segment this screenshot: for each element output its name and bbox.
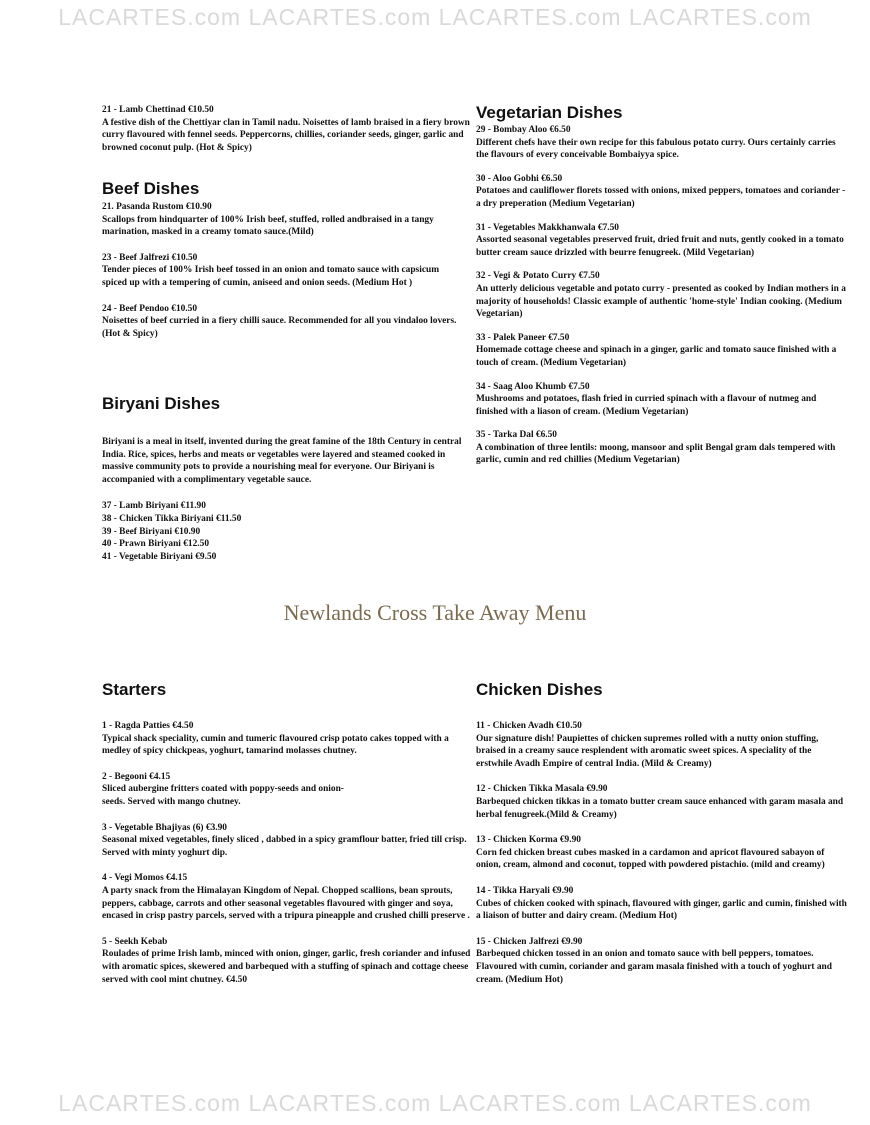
- item-title: 32 - Vegi & Potato Curry €7.50: [476, 271, 600, 282]
- menu-item: [102, 771, 474, 809]
- menu-item: [476, 381, 848, 419]
- menu-item: [476, 936, 848, 986]
- list-item: 39 - Beef Biriyani €10.90: [102, 526, 201, 537]
- item-title: 15 - Chicken Jalfrezi €9.90: [476, 936, 583, 947]
- menu-item: [476, 783, 848, 821]
- item-description: Typical shack speciality, cumin and tumeric flavoured crisp potato cakes topped with a medley of spicy chickpeas, yoghurt, tamarind molasses chutney.: [102, 733, 449, 757]
- item-title: 34 - Saag Aloo Khumb €7.50: [476, 381, 590, 392]
- biryani-description: Biriyani is a meal in itself, invented during the great famine of the 18th Century in central India. Rice, spices, herbs and meats or vegetables were layered and steamed cooked in massive community pots to provide a nourishing meal for everyone. Our Biriyani is accompanied with a complimentary vegetable sauce.: [102, 437, 462, 485]
- item-description: Tender pieces of 100% Irish beef tossed in an onion and tomato sauce with capsicum spiced up with a tempering of cumin, aniseed and onion seeds. (Medium Hot ): [102, 265, 439, 288]
- vegetarian-section: [476, 103, 848, 467]
- item-description: A combination of three lentils: moong, mansoor and split Bengal gram dals tempered with garlic, cumin and red chillies (Medium Vegetarian): [476, 442, 836, 466]
- item-description: Homemade cottage cheese and spinach in a ginger, garlic and tomato sauce finished with a touch of cream. (Medium Vegetarian): [476, 345, 837, 368]
- menu-item: [476, 885, 848, 923]
- menu-item: [476, 124, 848, 162]
- item-title: 33 - Palek Paneer €7.50: [476, 332, 570, 343]
- item-title: 30 - Aloo Gobhi €6.50: [476, 173, 563, 184]
- item-description: Different chefs have their own recipe for this fabulous potato curry. Ours certainly carries the flavours of every conceivable Bombaiyya spice.: [476, 137, 836, 161]
- list-item: 38 - Chicken Tikka Biriyani €11.50: [102, 513, 242, 524]
- item-title: 1 - Ragda Patties €4.50: [102, 721, 194, 731]
- item-title: 11 - Chicken Avadh €10.50: [476, 721, 582, 731]
- item-description: Seasonal mixed vegetables, finely sliced , dabbed in a spicy gramflour batter, fried till crisp. Served with minty yoghurt dip.: [102, 835, 467, 858]
- biryani-section: [102, 394, 472, 563]
- list-item: 40 - Prawn Biriyani €12.50: [102, 539, 210, 550]
- menu-item: [102, 303, 464, 341]
- menu-item: [102, 201, 464, 239]
- menu-item: [476, 834, 848, 872]
- item-description: Noisettes of beef curried in a fiery chilli sauce. Recommended for all you vindaloo lovers. (Hot & Spicy): [102, 316, 457, 339]
- list-item: 37 - Lamb Biriyani €11.90: [102, 501, 206, 512]
- item-title: 21 - Lamb Chettinad €10.50: [102, 105, 214, 115]
- beef-heading: Beef Dishes: [102, 179, 200, 198]
- item-title: 29 - Bombay Aloo €6.50: [476, 125, 571, 135]
- item-description: Sliced aubergine fritters coated with poppy-seeds and onion-seeds. Served with mango chutney.: [102, 784, 344, 807]
- item-description: Roulades of prime Irish lamb, minced with onion, ginger, garlic, fresh coriander and infused with aromatic spices, skewered and barbequed with a stuffing of spinach and cottage cheese served with cool mint chutney. €4.50: [102, 949, 471, 985]
- menu-item: [476, 173, 848, 211]
- item-description: Barbequed chicken tikkas in a tomato butter cream sauce enhanced with garam masala and herbal fenugreek.(Mild & Creamy): [476, 796, 844, 820]
- item-description: Scallops from hindquarter of 100% Irish beef, stuffed, rolled andbraised in a tangy marination, masked in a creamy tomato sauce.(Mild): [102, 214, 434, 238]
- starters-section: [102, 680, 474, 986]
- item-description: Barbequed chicken tossed in an onion and tomato sauce with bell peppers, tomatoes. Flavoured with cumin, coriander and garam masala finished with a touch of yoghurt and cream. (Medium Hot): [476, 949, 832, 985]
- watermark-bottom: LACARTES.com LACARTES.com LACARTES.com LACARTES.com: [58, 1090, 812, 1116]
- biryani-heading: Biryani Dishes: [102, 394, 221, 413]
- chicken-heading: Chicken Dishes: [476, 680, 603, 699]
- vegetarian-heading: Vegetarian Dishes: [476, 103, 623, 122]
- item-title: 4 - Vegi Momos €4.15: [102, 873, 188, 884]
- menu-item: [102, 720, 474, 758]
- item-description: A party snack from the Himalayan Kingdom of Nepal. Chopped scallions, bean sprouts, peppers, cabbage, carrots and other seasonal vegetables flavoured with ginger and soya, encased in crisp pastry parcels, served with a tripura pineapple and crushed chilli preserve .: [102, 885, 470, 922]
- starters-heading: Starters: [102, 680, 167, 699]
- item-title: 21. Pasanda Rustom €10.90: [102, 202, 212, 212]
- item-title: 12 - Chicken Tikka Masala €9.90: [476, 784, 608, 795]
- menu-item: [102, 936, 474, 986]
- watermark-top: LACARTES.com LACARTES.com LACARTES.com LACARTES.com: [58, 4, 812, 30]
- menu-item: [102, 252, 464, 290]
- item-description: A festive dish of the Chettiyar clan in Tamil nadu. Noisettes of lamb braised in a fiery brown curry flavoured with fennel seeds. Peppercorns, chillies, coriander seeds, ginger, garlic and browned coconut pulp. (Hot & Spicy): [102, 117, 470, 153]
- item-description: Assorted seasonal vegetables preserved fruit, dried fruit and nuts, gently cooked in a tomato butter cream sauce drizzled with beurre fenugreek. (Mild Vegetarian): [476, 235, 844, 258]
- item-description: Cubes of chicken cooked with spinach, flavoured with ginger, garlic and cumin, finished with a liaison of butter and dairy cream. (Medium Hot): [476, 898, 847, 922]
- top-left-column: [102, 104, 472, 154]
- item-title: 3 - Vegetable Bhajiyas (6) €3.90: [102, 822, 227, 833]
- list-item: 41 - Vegetable Biriyani €9.50: [102, 551, 217, 562]
- item-title: 24 - Beef Pendoo €10.50: [102, 303, 198, 314]
- menu-item: [476, 222, 848, 260]
- beef-section: [102, 179, 464, 340]
- menu-item: [476, 332, 848, 370]
- item-description: An utterly delicious vegetable and potato curry - presented as cooked by Indian mothers in a majority of households! Classic example of authentic 'home-style' Indian cooking. (Medium Vegetarian): [476, 283, 846, 320]
- item-title: 14 - Tikka Haryali €9.90: [476, 885, 574, 896]
- menu-item: [476, 429, 848, 467]
- item-title: 23 - Beef Jalfrezi €10.50: [102, 252, 198, 263]
- item-title: 5 - Seekh Kebab: [102, 936, 168, 947]
- item-title: 2 - Begooni €4.15: [102, 771, 171, 782]
- item-description: Corn fed chicken breast cubes masked in a cardamon and apricot flavoured sabayon of onion, cream, almond and coconut, topped with powdered pistachio. (mild and creamy): [476, 847, 825, 871]
- menu-item: [102, 872, 474, 922]
- chicken-section: [476, 680, 848, 986]
- menu-item: [476, 270, 848, 320]
- item-description: Our signature dish! Paupiettes of chicken supremes rolled with a nutty onion stuffing, braised in a creamy sauce resplendent with aromatic sweet spices. A speciality of the erstwhile Avadh Empire of central India. (Mild & Creamy): [476, 733, 819, 769]
- item-title: 13 - Chicken Korma €9.90: [476, 835, 581, 846]
- menu-banner-title: Newlands Cross Take Away Menu: [283, 600, 587, 625]
- item-title: 35 - Tarka Dal €6.50: [476, 430, 557, 441]
- item-description: Mushrooms and potatoes, flash fried in curried spinach with a flavour of nutmeg and finished with a liason of cream. (Medium Vegetarian): [476, 394, 817, 417]
- biryani-list: [102, 500, 472, 563]
- menu-item: [102, 822, 474, 860]
- menu-item: [476, 720, 848, 770]
- item-description: Potatoes and cauliflower florets tossed with onions, mixed peppers, tomatoes and coriander - a dry preperation (Medium Vegetarian): [476, 186, 846, 209]
- item-title: 31 - Vegetables Makkhanwala €7.50: [476, 222, 619, 233]
- menu-item-lamb-chettinad: [102, 104, 472, 154]
